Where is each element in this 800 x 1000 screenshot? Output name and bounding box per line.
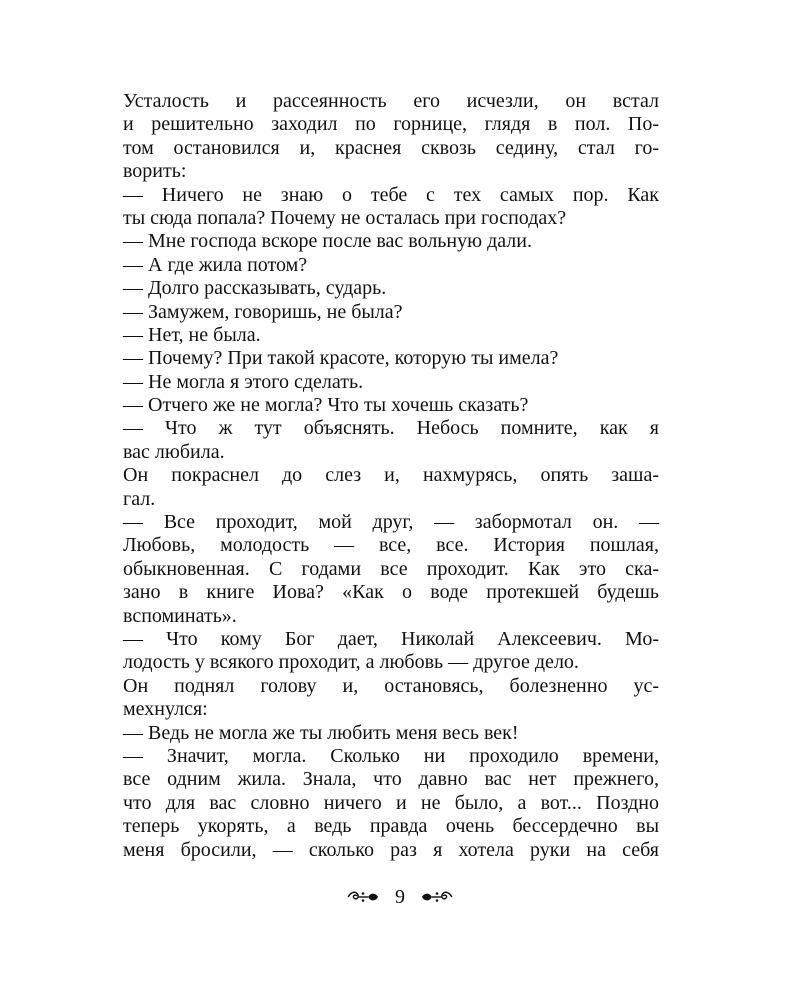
text-line: что для вас словно ничего и не было, а вот... Поздно [123, 791, 659, 814]
text-line: — Ничего не знаю о тебе с тех самых пор. Как [123, 183, 659, 206]
ornament-flourish-left-icon [346, 889, 380, 905]
text-line: — Мне господа вскоре после вас вольную дали. [123, 230, 532, 253]
text-line: — Ведь не могла же ты любить меня весь век! [123, 721, 519, 744]
ornament-flourish-right-icon [420, 889, 454, 905]
text-line: вас любила. [123, 440, 225, 463]
text-line: ворить: [123, 160, 187, 183]
page-number: 9 [395, 885, 405, 908]
text-line: — Почему? При такой красоте, которую ты имела? [123, 347, 559, 370]
text-line: — Что ж тут объяснять. Небось помните, как я [123, 417, 659, 440]
text-line: вспоминать». [123, 604, 237, 627]
text-line: — А где жила потом? [123, 253, 308, 276]
text-line: — Значит, могла. Сколько ни проходило времени, [123, 744, 659, 767]
text-line: все одним жила. Знала, что давно вас нет прежнего, [123, 768, 659, 791]
text-line: — Долго рассказывать, сударь. [123, 277, 387, 300]
text-line: — Что кому Бог дает, Николай Алексеевич. Мо- [123, 627, 659, 650]
page-footer [0, 885, 800, 909]
text-line: том остановился и, краснея сквозь седину, стал го- [123, 136, 659, 159]
text-line: лодость у всякого проходит, а любовь — другое дело. [123, 651, 579, 674]
text-line: теперь укорять, а ведь правда очень бессердечно вы [123, 815, 659, 838]
text-line: Усталость и рассеянность его исчезли, он встал [123, 90, 659, 112]
text-line: ты сюда попала? Почему не осталась при господах? [123, 206, 567, 229]
text-line: и решительно заходил по горнице, глядя в пол. По- [123, 113, 659, 136]
book-page-text [123, 90, 659, 862]
text-line: гал. [123, 487, 156, 510]
text-line: Любовь, молодость — все, все. История пошлая, [123, 534, 659, 557]
text-line: мехнулся: [123, 698, 208, 721]
text-line: меня бросили, — сколько раз я хотела руки на себя [123, 838, 659, 861]
text-line: — Нет, не была. [123, 323, 261, 346]
text-lines [123, 90, 659, 862]
text-line: Он покраснел до слез и, нахмурясь, опять заша- [123, 464, 659, 487]
text-line: Он поднял голову и, остановясь, болезненно ус- [123, 674, 659, 697]
text-line: — Не могла я этого сделать. [123, 370, 364, 393]
text-line: — Замужем, говоришь, не была? [123, 300, 403, 323]
text-line: — Все проходит, мой друг, — забормотал он. — [123, 511, 659, 534]
text-line: обыкновенная. С годами все проходит. Как это ска- [123, 557, 659, 580]
text-line: — Отчего же не могла? Что ты хочешь сказать? [123, 394, 529, 417]
text-line: зано в книге Иова? «Как о воде протекшей будешь [123, 581, 659, 604]
